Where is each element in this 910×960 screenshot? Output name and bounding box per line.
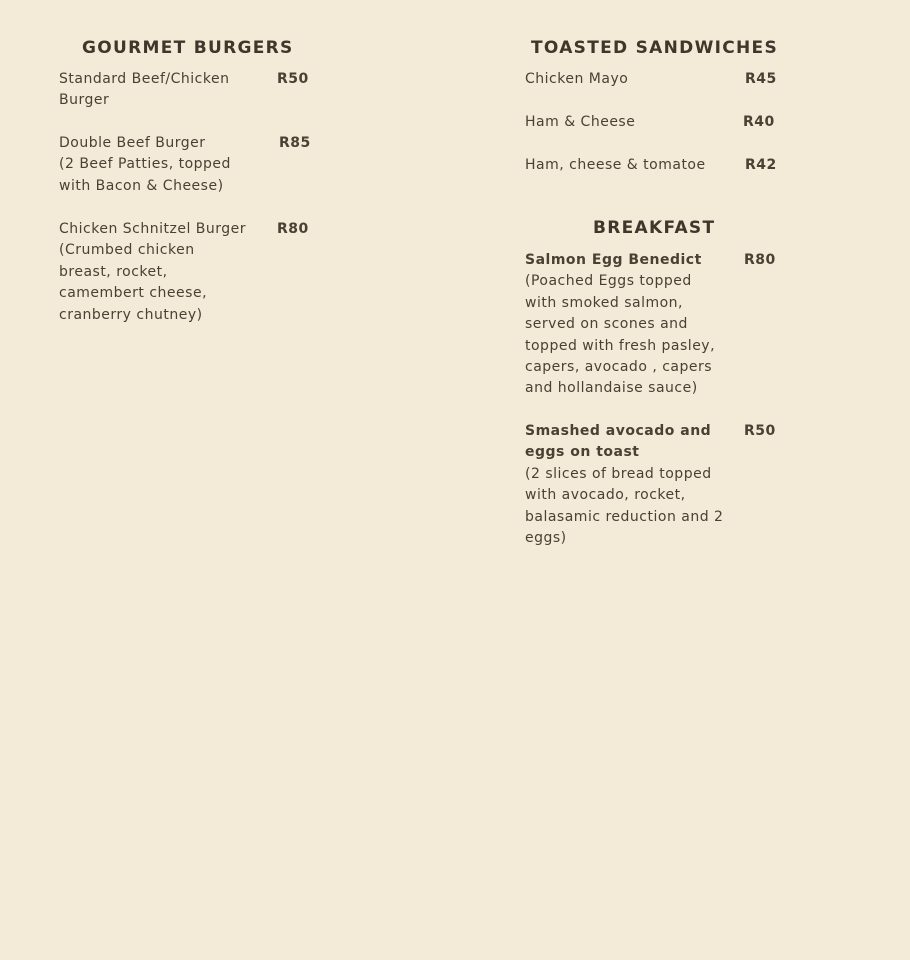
item-price: R85 [279,135,311,151]
item-price: R50 [277,71,309,87]
item-description: (2 Beef Patties, topped with Bacon & Cheese) [59,156,231,194]
item-name: Chicken Mayo [525,71,629,87]
item-description: (Crumbed chicken breast, rocket, camembert cheese, cranberry chutney) [59,242,208,323]
item-price: R50 [744,423,776,439]
menu-item-chicken-mayo [525,69,725,90]
section-title-toasted-sandwiches: TOASTED SANDWICHES [531,38,779,58]
menu-item-standard-burger [59,69,249,112]
item-description: (2 slices of bread topped with avocado, rocket, balasamic reduction and 2 eggs) [525,465,724,547]
item-name: Salmon Egg Benedict [525,252,702,268]
item-name: Ham & Cheese [525,114,636,130]
item-price: R80 [744,252,776,268]
item-description: (Poached Eggs topped with smoked salmon, served on scones and topped with fresh pasley, capers, avocado , capers and hollandaise sauce) [525,273,716,397]
menu-item-double-beef-burger [59,133,249,197]
item-price: R42 [745,157,777,173]
item-price: R45 [745,71,777,87]
menu-item-chicken-schnitzel-burger [59,219,259,326]
item-name: Standard Beef/Chicken Burger [59,71,230,109]
item-name: Ham, cheese & tomatoe [525,157,706,173]
menu-item-smashed-avocado-eggs [525,421,725,549]
menu-item-ham-cheese-tomatoe [525,155,735,176]
item-name: Smashed avocado and eggs on toast [525,423,712,461]
menu-item-salmon-egg-benedict [525,250,725,400]
section-title-gourmet-burgers: GOURMET BURGERS [82,38,294,58]
item-name: Double Beef Burger [59,135,206,151]
item-name: Chicken Schnitzel Burger [59,221,247,237]
item-price: R40 [743,114,775,130]
menu-item-ham-cheese [525,112,725,133]
item-price: R80 [277,221,309,237]
section-title-breakfast: BREAKFAST [593,218,716,238]
